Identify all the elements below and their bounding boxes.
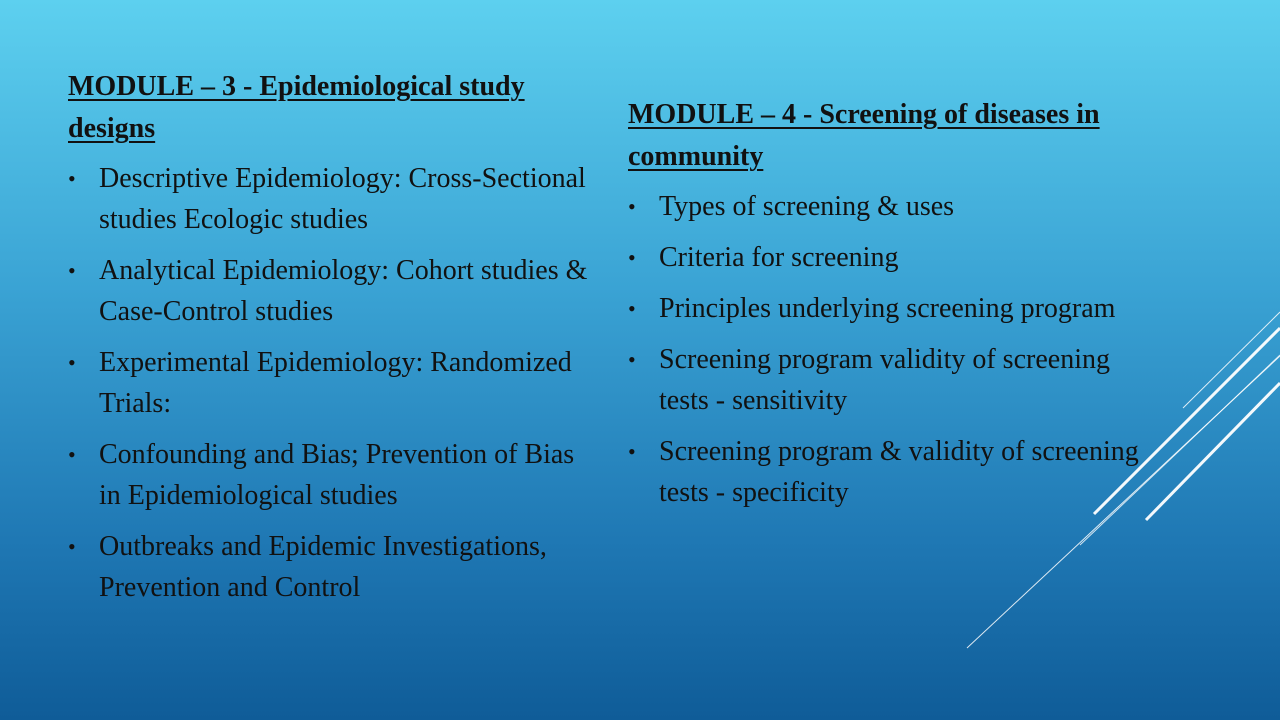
list-item-text: Outbreaks and Epidemic Investigations, Prevention and Control (99, 531, 547, 603)
list-item (68, 158, 588, 240)
list-item (628, 237, 1148, 278)
bullet-icon: • (628, 347, 636, 372)
bullet-icon: • (68, 258, 76, 283)
list-item-text: Analytical Epidemiology: Cohort studies & Case-Control studies (99, 255, 588, 327)
deco-line-1 (1183, 312, 1280, 408)
module-3-column (68, 66, 588, 618)
list-item-text: Principles underlying screening program (659, 293, 1116, 324)
list-item-text: Screening program & validity of screening tests - specificity (659, 436, 1139, 508)
module-3-heading: MODULE – 3 - Epidemiological study designs (68, 71, 525, 144)
deco-line-4 (1146, 383, 1280, 520)
list-item-text: Confounding and Bias; Prevention of Bias in Epidemiological studies (99, 439, 575, 511)
list-item-text: Types of screening & uses (659, 191, 955, 222)
module-4-column (628, 94, 1148, 523)
list-item-text: Experimental Epidemiology: Randomized Trials: (99, 347, 572, 419)
list-item-text: Criteria for screening (659, 242, 899, 273)
list-item (628, 186, 1148, 227)
bullet-icon: • (628, 296, 636, 321)
bullet-icon: • (628, 194, 636, 219)
list-item (68, 526, 588, 608)
bullet-icon: • (628, 439, 636, 464)
list-item (68, 342, 588, 424)
list-item (628, 288, 1148, 329)
bullet-icon: • (68, 166, 76, 191)
list-item (628, 431, 1148, 513)
bullet-icon: • (68, 442, 76, 467)
list-item (68, 250, 588, 332)
module-3-list (68, 158, 588, 608)
bullet-icon: • (68, 350, 76, 375)
list-item-text: Descriptive Epidemiology: Cross-Sectional studies Ecologic studies (99, 163, 586, 235)
list-item-text: Screening program validity of screening tests - sensitivity (659, 344, 1110, 416)
bullet-icon: • (628, 245, 636, 270)
bullet-icon: • (68, 534, 76, 559)
module-4-heading: MODULE – 4 - Screening of diseases in community (628, 99, 1100, 172)
list-item (628, 339, 1148, 421)
module-4-list (628, 186, 1148, 513)
list-item (68, 434, 588, 516)
